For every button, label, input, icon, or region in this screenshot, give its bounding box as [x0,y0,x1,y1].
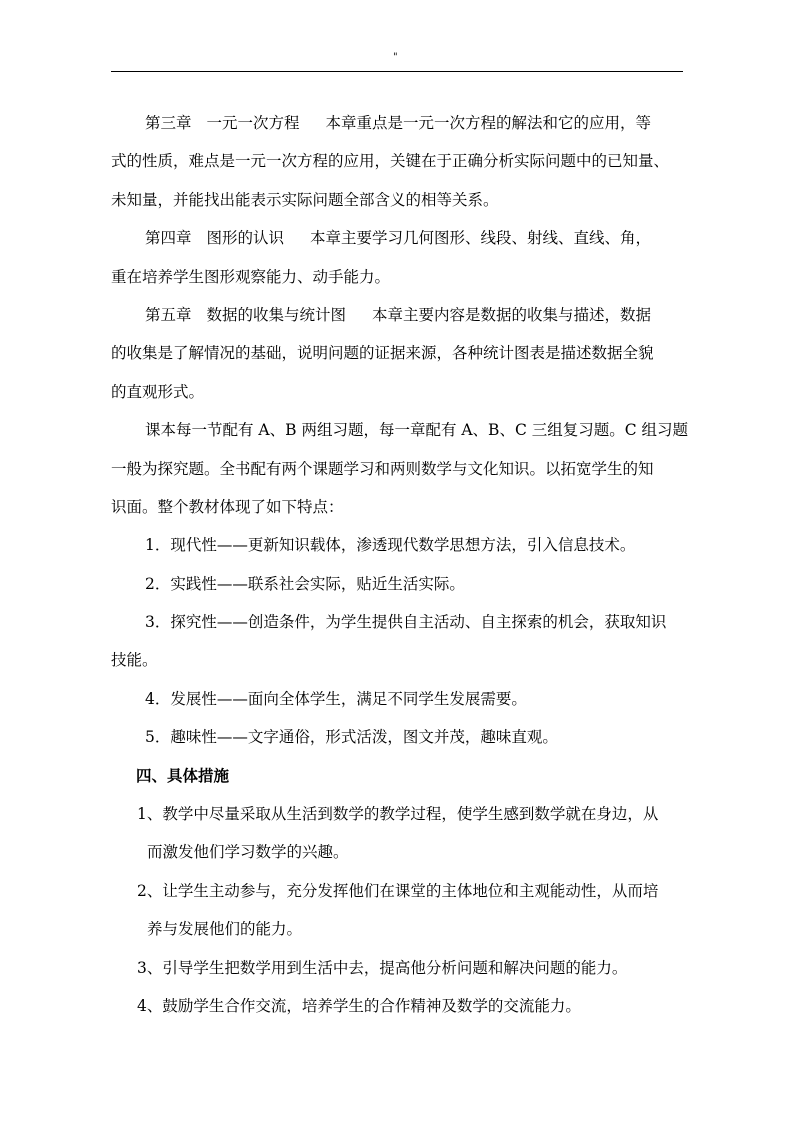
exercises-line-1: 课本每一节配有 A、B 两组习题，每一章配有 A、B、C 三组复习题。C 组习题 [145,421,689,440]
chapter-5-line-3: 的直观形式。 [111,382,205,401]
chapter-4-text: 本章主要学习几何图形、线段、射线、直线、角， [310,229,652,248]
chapter-4-line-1 [111,219,683,257]
header-rule [111,71,683,72]
feature-3: 3．探究性——创造条件，为学生提供自主活动、自主探索的机会，获取知识 [145,613,667,632]
chapter-5-text: 本章主要内容是数据的收集与描述，数据 [372,305,652,324]
measure-1-line-1: 1、教学中尽量采取从生活到数学的教学过程，使学生感到数学就在身边，从 [137,805,659,824]
measure-1-line-2: 而激发他们学习数学的兴趣。 [147,843,349,862]
chapter-4-line-2: 重在培养学生图形观察能力、动手能力。 [111,267,391,286]
measure-2-line-2: 养与发展他们的能力。 [147,920,303,939]
chapter-3-line-2: 式的性质，难点是一元一次方程的应用，关键在于正确分析实际问题中的已知量、 [111,152,670,171]
feature-1: 1．现代性——更新知识载体，渗透现代数学思想方法，引入信息技术。 [145,536,636,555]
chapter-3-line-3: 未知量，并能找出能表示实际问题全部含义的相等关系。 [111,190,499,209]
chapter-3-title: 一元一次方程 [206,114,300,132]
feature-3-cont: 技能。 [111,651,158,670]
chapter-5-line-1 [111,296,683,334]
exercises-line-3: 识面。整个教材体现了如下特点： [111,497,344,516]
chapter-5-title: 数据的收集与统计图 [206,305,347,324]
header-mark: " [393,52,398,63]
feature-2: 2．实践性——联系社会实际，贴近生活实际。 [145,574,465,593]
measure-2-line-1: 2、让学生主动参与，充分发挥他们在课堂的主体地位和主观能动性，从而培 [137,881,659,900]
exercises-line-2: 一般为探究题。全书配有两个课题学习和两则数学与文化知识。以拓宽学生的知 [111,459,654,478]
chapter-3-number: 第三章 [145,114,192,132]
chapter-5-line-2: 的收集是了解情况的基础，说明问题的证据来源，各种统计图表是描述数据全貌 [111,344,654,363]
chapter-3-text: 本章重点是一元一次方程的解法和它的应用，等 [325,114,652,132]
feature-5: 5．趣味性——文字通俗，形式活泼，图文并茂，趣味直观。 [145,728,558,747]
section-heading: 四、具体措施 [136,766,230,785]
chapter-4-number: 第四章 [145,229,192,248]
measure-3-line-1: 3、引导学生把数学用到生活中去，提高他分析问题和解决问题的能力。 [137,958,628,977]
chapter-3-line-1 [111,104,683,142]
feature-4: 4．发展性——面向全体学生，满足不同学生发展需要。 [145,689,527,708]
chapter-5-number: 第五章 [145,305,192,324]
measure-4-line-1: 4、鼓励学生合作交流，培养学生的合作精神及数学的交流能力。 [137,996,581,1015]
document-body [111,104,689,1025]
chapter-4-title: 图形的认识 [206,229,285,248]
